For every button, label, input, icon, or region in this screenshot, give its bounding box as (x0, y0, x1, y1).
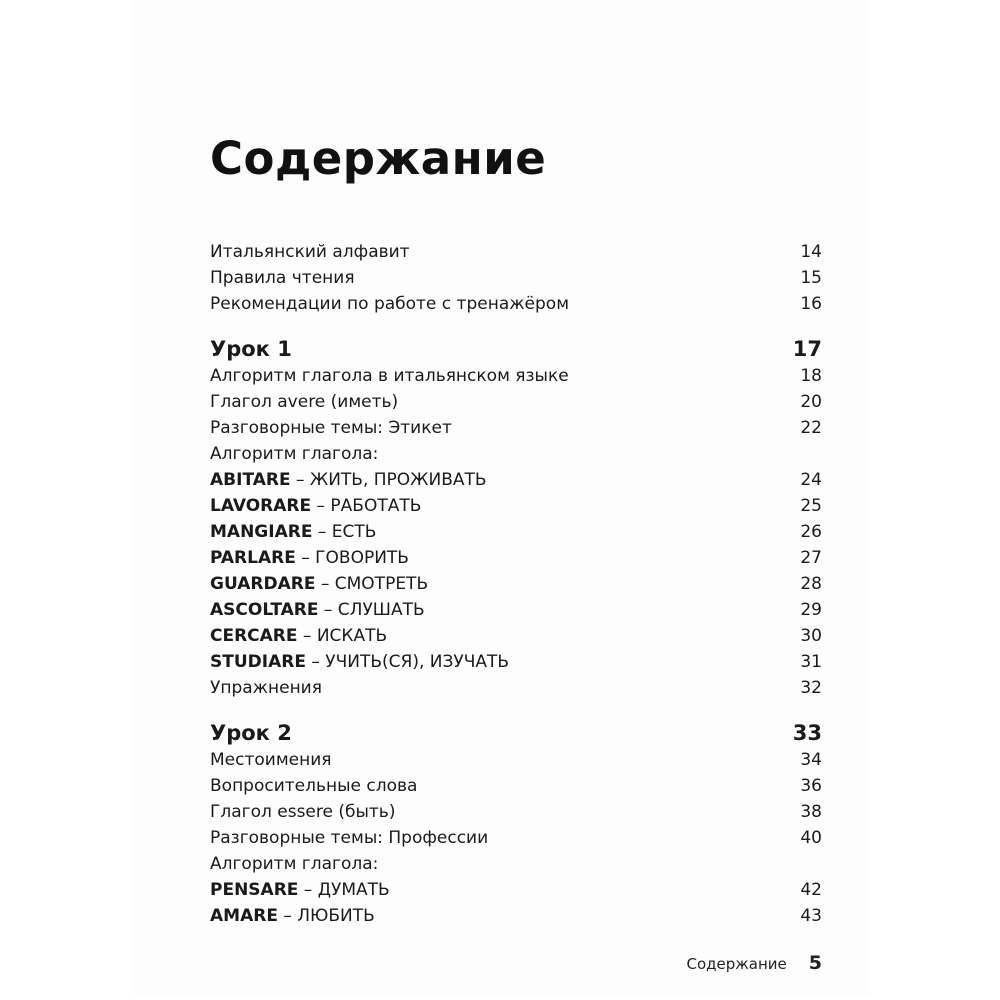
verb-name: CERCARE (210, 626, 298, 646)
toc-entry-page: 16 (800, 294, 822, 314)
verb-name: ASCOLTARE (210, 600, 319, 620)
toc-verb-entry[interactable] (210, 597, 822, 623)
verb-label (210, 877, 390, 903)
toc-verb-entry[interactable] (210, 467, 822, 493)
verb-label (210, 545, 409, 571)
toc-verb-entry[interactable] (210, 545, 822, 571)
toc-entry-page: 40 (800, 828, 822, 848)
verb-name: PENSARE (210, 880, 299, 900)
toc-entry-page: 22 (800, 418, 822, 438)
toc-lesson-1[interactable] (210, 335, 822, 363)
toc-entry-page: 42 (800, 880, 822, 900)
toc-entry[interactable] (210, 415, 822, 441)
toc-entry-page: 43 (800, 906, 822, 926)
verb-translation: – ЖИТЬ, ПРОЖИВАТЬ (290, 470, 487, 490)
toc-entry[interactable] (210, 265, 822, 291)
toc-entry-label: Местоимения (210, 750, 332, 770)
toc-entry-label: Глагол essere (быть) (210, 802, 396, 822)
toc-entry[interactable] (210, 675, 822, 701)
toc-entry-page: 32 (800, 678, 822, 698)
toc-verb-entry[interactable] (210, 519, 822, 545)
toc-entry-label: Рекомендации по работе с тренажёром (210, 294, 570, 314)
verb-translation: – ГОВОРИТЬ (295, 548, 409, 568)
book-page (132, 0, 870, 996)
toc-entry-page: 24 (800, 470, 822, 490)
verb-translation: – СЛУШАТЬ (318, 600, 425, 620)
toc-entry[interactable] (210, 747, 822, 773)
lesson-title: Урок 2 (210, 721, 292, 745)
toc-entry[interactable] (210, 291, 822, 317)
toc-entry-page: 29 (800, 600, 822, 620)
toc-entry-label: Алгоритм глагола: (210, 444, 379, 464)
verb-name: ABITARE (210, 470, 291, 490)
toc-entry-label: Алгоритм глагола в итальянском языке (210, 366, 569, 386)
toc-entry-label: Правила чтения (210, 268, 355, 288)
toc-entry[interactable] (210, 363, 822, 389)
toc-entry-page: 25 (800, 496, 822, 516)
verb-label (210, 519, 376, 545)
lesson-title: Урок 1 (210, 337, 292, 361)
toc-entry-label: Разговорные темы: Этикет (210, 418, 452, 438)
verb-label (210, 467, 487, 493)
verb-label (210, 649, 509, 675)
toc-entry-page: 15 (800, 268, 822, 288)
toc-entry-page: 38 (800, 802, 822, 822)
verb-label (210, 493, 421, 519)
verb-label (210, 623, 387, 649)
section-gap (210, 317, 822, 335)
toc-entry-page: 34 (800, 750, 822, 770)
section-gap (210, 701, 822, 719)
toc-verb-entry[interactable] (210, 877, 822, 903)
page-number: 5 (808, 952, 822, 974)
verb-label (210, 903, 375, 929)
verb-name: LAVORARE (210, 496, 312, 516)
table-of-contents (210, 239, 822, 929)
toc-verb-entry[interactable] (210, 571, 822, 597)
verb-translation: – УЧИТЬ(СЯ), ИЗУЧАТЬ (305, 652, 510, 672)
verb-translation: – РАБОТАТЬ (311, 496, 422, 516)
verb-name: PARLARE (210, 548, 296, 568)
toc-subheading (210, 851, 822, 877)
toc-entry-page: 31 (800, 652, 822, 672)
verb-translation: – ЛЮБИТЬ (277, 906, 375, 926)
toc-entry-page: 14 (800, 242, 822, 262)
toc-verb-entry[interactable] (210, 649, 822, 675)
toc-verb-entry[interactable] (210, 903, 822, 929)
verb-translation: – ИСКАТЬ (297, 626, 388, 646)
lesson-page: 33 (792, 721, 822, 745)
verb-name: AMARE (210, 906, 278, 926)
toc-entry-page: 36 (800, 776, 822, 796)
toc-entry[interactable] (210, 825, 822, 851)
toc-entry-label: Алгоритм глагола: (210, 854, 379, 874)
toc-entry-label: Глагол avere (иметь) (210, 392, 399, 412)
verb-name: STUDIARE (210, 652, 306, 672)
page-footer (678, 952, 822, 974)
toc-verb-entry[interactable] (210, 623, 822, 649)
verb-label (210, 571, 428, 597)
toc-entry-label: Упражнения (210, 678, 322, 698)
toc-entry[interactable] (210, 773, 822, 799)
verb-translation: – ДУМАТЬ (298, 880, 390, 900)
toc-entry-label: Вопросительные слова (210, 776, 418, 796)
verb-label (210, 597, 425, 623)
toc-entry-page: 20 (800, 392, 822, 412)
page-title: Содержание (210, 132, 547, 185)
toc-entry-label: Итальянский алфавит (210, 242, 410, 262)
toc-entry-page: 26 (800, 522, 822, 542)
toc-entry-page: 18 (800, 366, 822, 386)
toc-entry[interactable] (210, 389, 822, 415)
verb-translation: – СМОТРЕТЬ (315, 574, 429, 594)
verb-name: GUARDARE (210, 574, 316, 594)
toc-entry-page: 30 (800, 626, 822, 646)
toc-entry-page: 28 (800, 574, 822, 594)
toc-entry-page: 27 (800, 548, 822, 568)
toc-subheading (210, 441, 822, 467)
toc-entry[interactable] (210, 239, 822, 265)
toc-verb-entry[interactable] (210, 493, 822, 519)
toc-entry[interactable] (210, 799, 822, 825)
footer-label: Содержание (686, 955, 787, 973)
verb-name: MANGIARE (210, 522, 313, 542)
verb-translation: – ЕСТЬ (312, 522, 377, 542)
toc-entry-label: Разговорные темы: Профессии (210, 828, 489, 848)
lesson-page: 17 (792, 337, 822, 361)
toc-lesson-2[interactable] (210, 719, 822, 747)
